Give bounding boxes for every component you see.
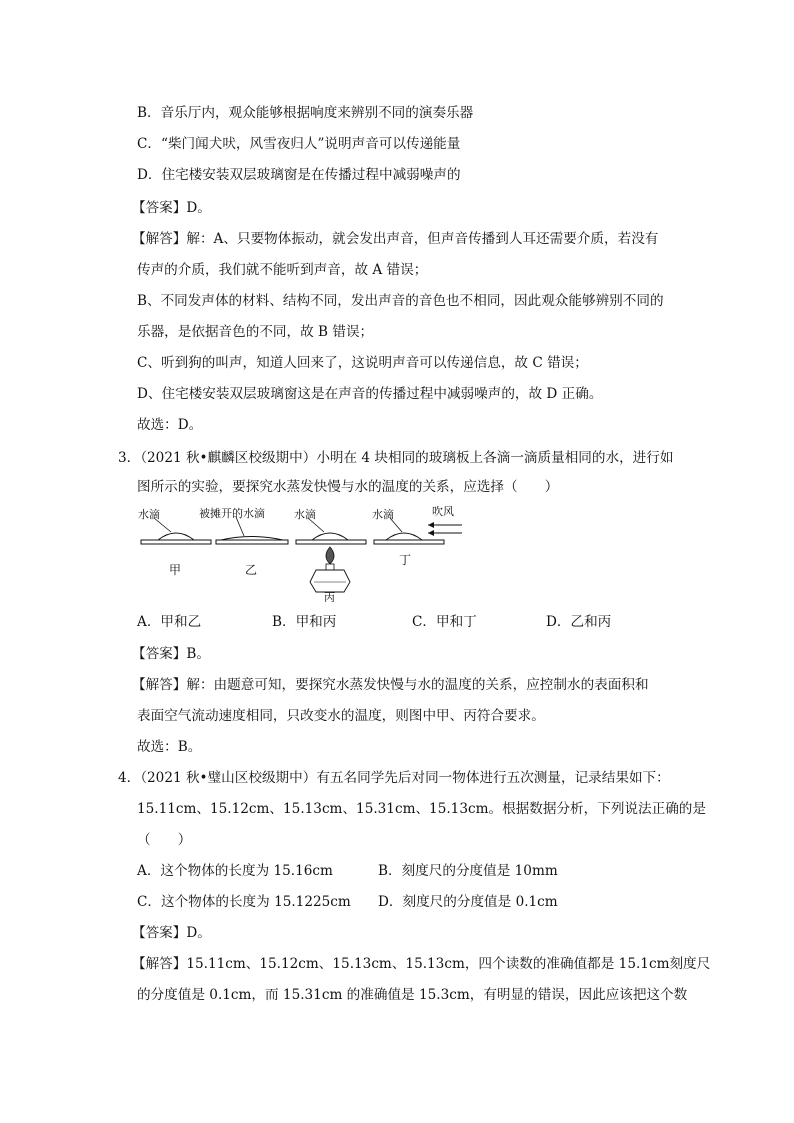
prev-explanation-line: 【解答】解：A、只要物体振动，就会发出声音，但声音传播到人耳还需要介质，若没有: [132, 231, 659, 247]
lamp-wick-icon: [326, 564, 334, 570]
prev-answer: 【答案】D。: [132, 200, 211, 216]
q4-option-a[interactable]: A．这个物体的长度为 15.16cm: [137, 863, 333, 879]
label-yi: 乙: [245, 563, 258, 577]
label-bing: 丙: [324, 591, 335, 602]
prev-option-b: B．音乐厅内，观众能够根据响度来辨别不同的演奏乐器: [137, 105, 474, 121]
label-jia: 甲: [169, 563, 182, 577]
q3-answer: 【答案】B。: [132, 646, 210, 662]
label-ding: 丁: [399, 553, 412, 567]
prev-explanation-line: C、听到狗的叫声，知道人回来了，这说明声音可以传递信息，故 C 错误；: [137, 355, 588, 371]
wind-arrows-icon: [428, 522, 462, 536]
prev-option-c: C．“柴门闻犬吠，风雪夜归人”说明声音可以传递能量: [137, 136, 461, 152]
prev-option-d: D．住宅楼安装双层玻璃窗是在传播过程中减弱噪声的: [137, 167, 461, 183]
q3-option-c[interactable]: C．甲和丁: [412, 614, 477, 630]
prev-choice: 故选：D。: [137, 417, 203, 433]
q3-stem-line: 图所示的实验，要探究水蒸发快慢与水的温度的关系，应选择（ ）: [137, 479, 559, 495]
prev-explanation-line: D、住宅楼安装双层玻璃窗这是在声音的传播过程中减弱噪声的，故 D 正确。: [137, 386, 603, 402]
q4-stem-line: （ ）: [137, 832, 192, 848]
q4-option-d[interactable]: D．刻度尺的分度值是 0.1cm: [378, 894, 558, 910]
q3-stem-line: 3．（2021 秋•麒麟区校级期中）小明在 4 块相同的玻璃板上各滴一滴质量相同的水，进行如: [118, 450, 674, 466]
label-spread: 被摊开的水滴: [199, 507, 265, 520]
q3-option-d[interactable]: D．乙和丙: [546, 614, 612, 630]
q4-explanation-line: 【解答】15.11cm、15.12cm、15.13cm、15.13cm，四个读数的准确值都是 15.1cm刻度尺: [132, 956, 711, 972]
label-wind: 吹风: [432, 505, 454, 518]
q4-option-b[interactable]: B．刻度尺的分度值是 10mm: [378, 863, 558, 879]
plate-yi: [199, 506, 288, 577]
q4-stem-line: 15.11cm、15.12cm、15.13cm、15.31cm、15.13cm。根据数据分析，下列说法正确的是: [137, 801, 706, 817]
q3-explanation-line: 表面空气流动速度相同，只改变水的温度，则图中甲、丙符合要求。: [137, 708, 545, 724]
q3-figure-svg: [136, 500, 466, 602]
q4-answer: 【答案】D。: [132, 925, 211, 941]
label-drop3: 水滴: [294, 508, 316, 521]
alcohol-lamp-icon: [310, 570, 350, 592]
q4-stem-line: 4．（2021 秋•璧山区校级期中）有五名同学先后对同一物体进行五次测量，记录结果如下：: [118, 770, 670, 786]
plate-bing: [294, 507, 366, 602]
q4-option-c[interactable]: C．这个物体的长度为 15.1225cm: [137, 894, 351, 910]
prev-explanation-line: 传声的介质，我们就不能听到声音，故 A 错误；: [137, 262, 428, 278]
label-drop1: 水滴: [138, 508, 160, 521]
prev-explanation-line: B、不同发声体的材料、结构不同，发出声音的音色也不相同，因此观众能够辨别不同的: [137, 293, 664, 309]
plate-ding: [372, 504, 462, 567]
q3-explanation-line: 【解答】解：由题意可知，要探究水蒸发快慢与水的温度的关系，应控制水的表面积和: [132, 677, 649, 693]
q3-option-b[interactable]: B．甲和丙: [272, 614, 337, 630]
q3-choice: 故选：B。: [137, 739, 202, 755]
q3-experiment-figure: [136, 500, 466, 602]
q4-explanation-line: 的分度值是 0.1cm，而 15.31cm 的准确值是 15.3cm，有明显的错误，因此应该把这个数: [137, 987, 688, 1003]
prev-explanation-line: 乐器，是依据音色的不同，故 B 错误；: [137, 324, 374, 340]
label-drop4: 水滴: [372, 508, 394, 521]
flame-icon: [326, 547, 334, 564]
q3-option-a[interactable]: A．甲和乙: [137, 614, 202, 630]
